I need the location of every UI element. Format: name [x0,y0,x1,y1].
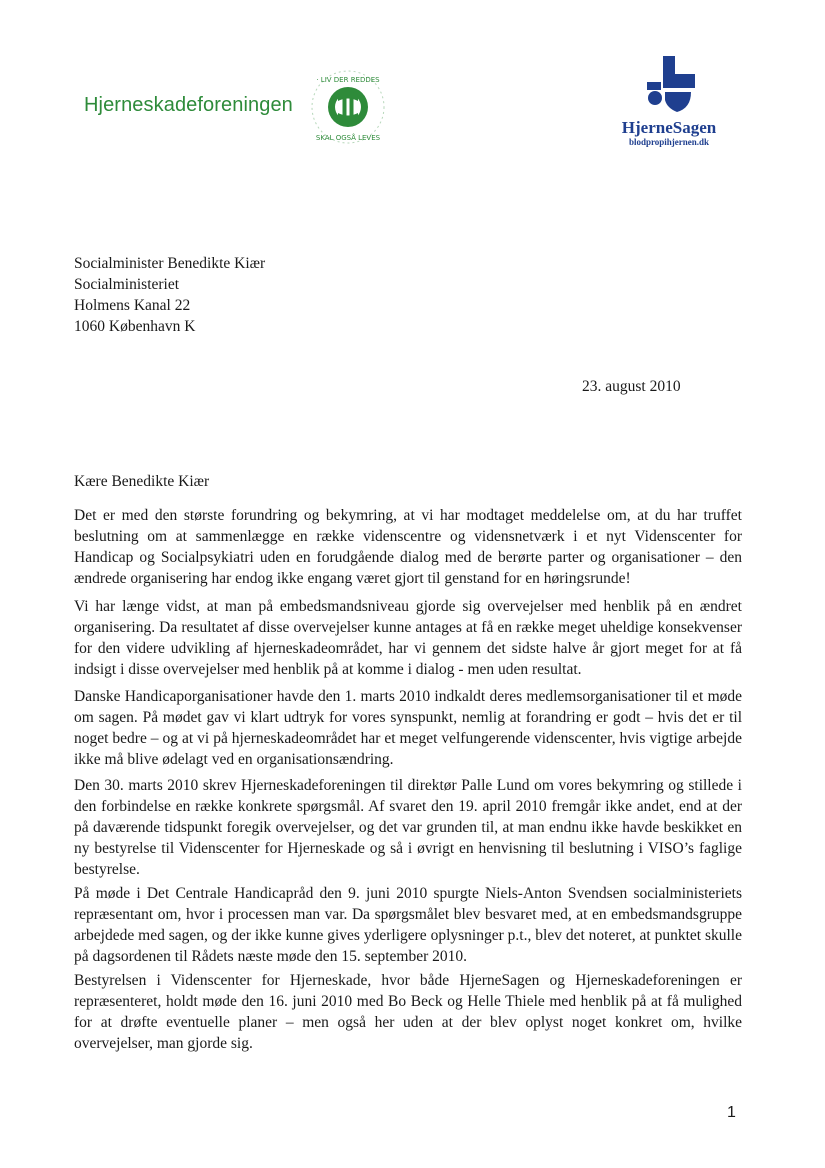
paragraph-5: På møde i Det Centrale Handicapråd den 9. juni 2010 spurgte Niels-Anton Svendsen socialministeriets repræsentant om, hvor i processen man var. Da spørgsmålet blev besvaret med, at en embedsmandsgruppe arbejdede med sagen, og der ikke kunne gives yderligere oplysninger p.t., blev det noteret, at punktet skulle på dagsordenen til Rådets næste møde den 15. september 2010. [74,885,742,965]
svg-text:SKAL OGSÅ LEVES: SKAL OGSÅ LEVES [315,134,381,142]
letter-date: 23. august 2010 [582,378,681,395]
hjernesagen-url: blodpropihjernen.dk [628,137,710,147]
recipient-line-3: Holmens Kanal 22 [74,297,191,314]
paragraph-4: Den 30. marts 2010 skrev Hjerneskadeforeningen til direktør Palle Lund om vores bekymring og stillede i den forbindelse en række konkrete spørgsmål. Af svaret den 19. april 2010 fremgår ikke andet, end at der på daværende tidspunkt foregik overvejelser, og det var grunden til, at man endnu ikke havde beskikket en ny bestyrelse til Videnscenter for Hjerneskade og så i øvrigt en henvisning til beslutning i VISO’s faglige bestyrelse. [74,777,742,878]
page-number: 1 [727,1104,736,1121]
seal-emblem-icon [304,68,392,146]
hjernesagen-name: HjerneSagen [621,118,717,137]
recipient-line-2: Socialministeriet [74,276,180,293]
paragraph-2: Vi har længe vidst, at man på embedsmandsniveau gjorde sig overvejelser med henblik på en ændret organisering. Da resultatet af disse overvejelser kunne antages at få en række meget uheldige konsekvenser for den videre udvikling af hjerneskadeområdet, har vi gennem det sidste halve år gjort meget for at få indsigt i disse overvejelser med henblik på at komme i dialog - men uden resultat. [74,598,742,678]
paragraph-3: Danske Handicaporganisationer havde den 1. marts 2010 indkaldt deres medlemsorganisationer til et møde om sagen. På mødet gav vi klart udtryk for vores synspunkt, nemlig at forandring er godt – hvis det er til noget bedre – og at vi på hjerneskadeområdet har et meget velfungerende videnscenter, hvis vigtige arbejde ikke må blive ødelagt ved en organisationsændring. [74,688,742,768]
hjernesagen-logo [614,52,724,148]
recipient-line-1: Socialminister Benedikte Kiær [74,255,266,272]
salutation: Kære Benedikte Kiær [74,473,210,490]
seal-logo [304,68,392,146]
paragraph-1: Det er med den største forundring og bekymring, at vi har modtaget meddelelse om, at du har truffet beslutning om at sammenlægge en række videnscentre og vidensnetværk i et nyt Videnscenter for Handicap og Socialpsykiatri uden en forudgående dialog med de berørte parter og organisationer – den ændrede organisering har endog ikke engang været gjort til genstand for en høringsrunde! [74,507,742,587]
hjernesagen-emblem-icon [639,52,699,114]
hjerneskadeforeningen-logo-text: Hjerneskadeforeningen [84,94,293,116]
recipient-line-4: 1060 København K [74,318,196,335]
recipient-address [74,253,265,337]
svg-text:· LIV DER REDDES: · LIV DER REDDES [316,76,380,84]
paragraph-6: Bestyrelsen i Videnscenter for Hjerneskade, hvor både HjerneSagen og Hjerneskadeforeningen er repræsenteret, holdt møde den 16. juni 2010 med Bo Beck og Helle Thiele med henblik på at få mulighed for at drøfte eventuelle planer – men også her uden at der blev oplyst noget konkret om, hvilke overvejelser, man gjorde sig. [74,972,742,1052]
